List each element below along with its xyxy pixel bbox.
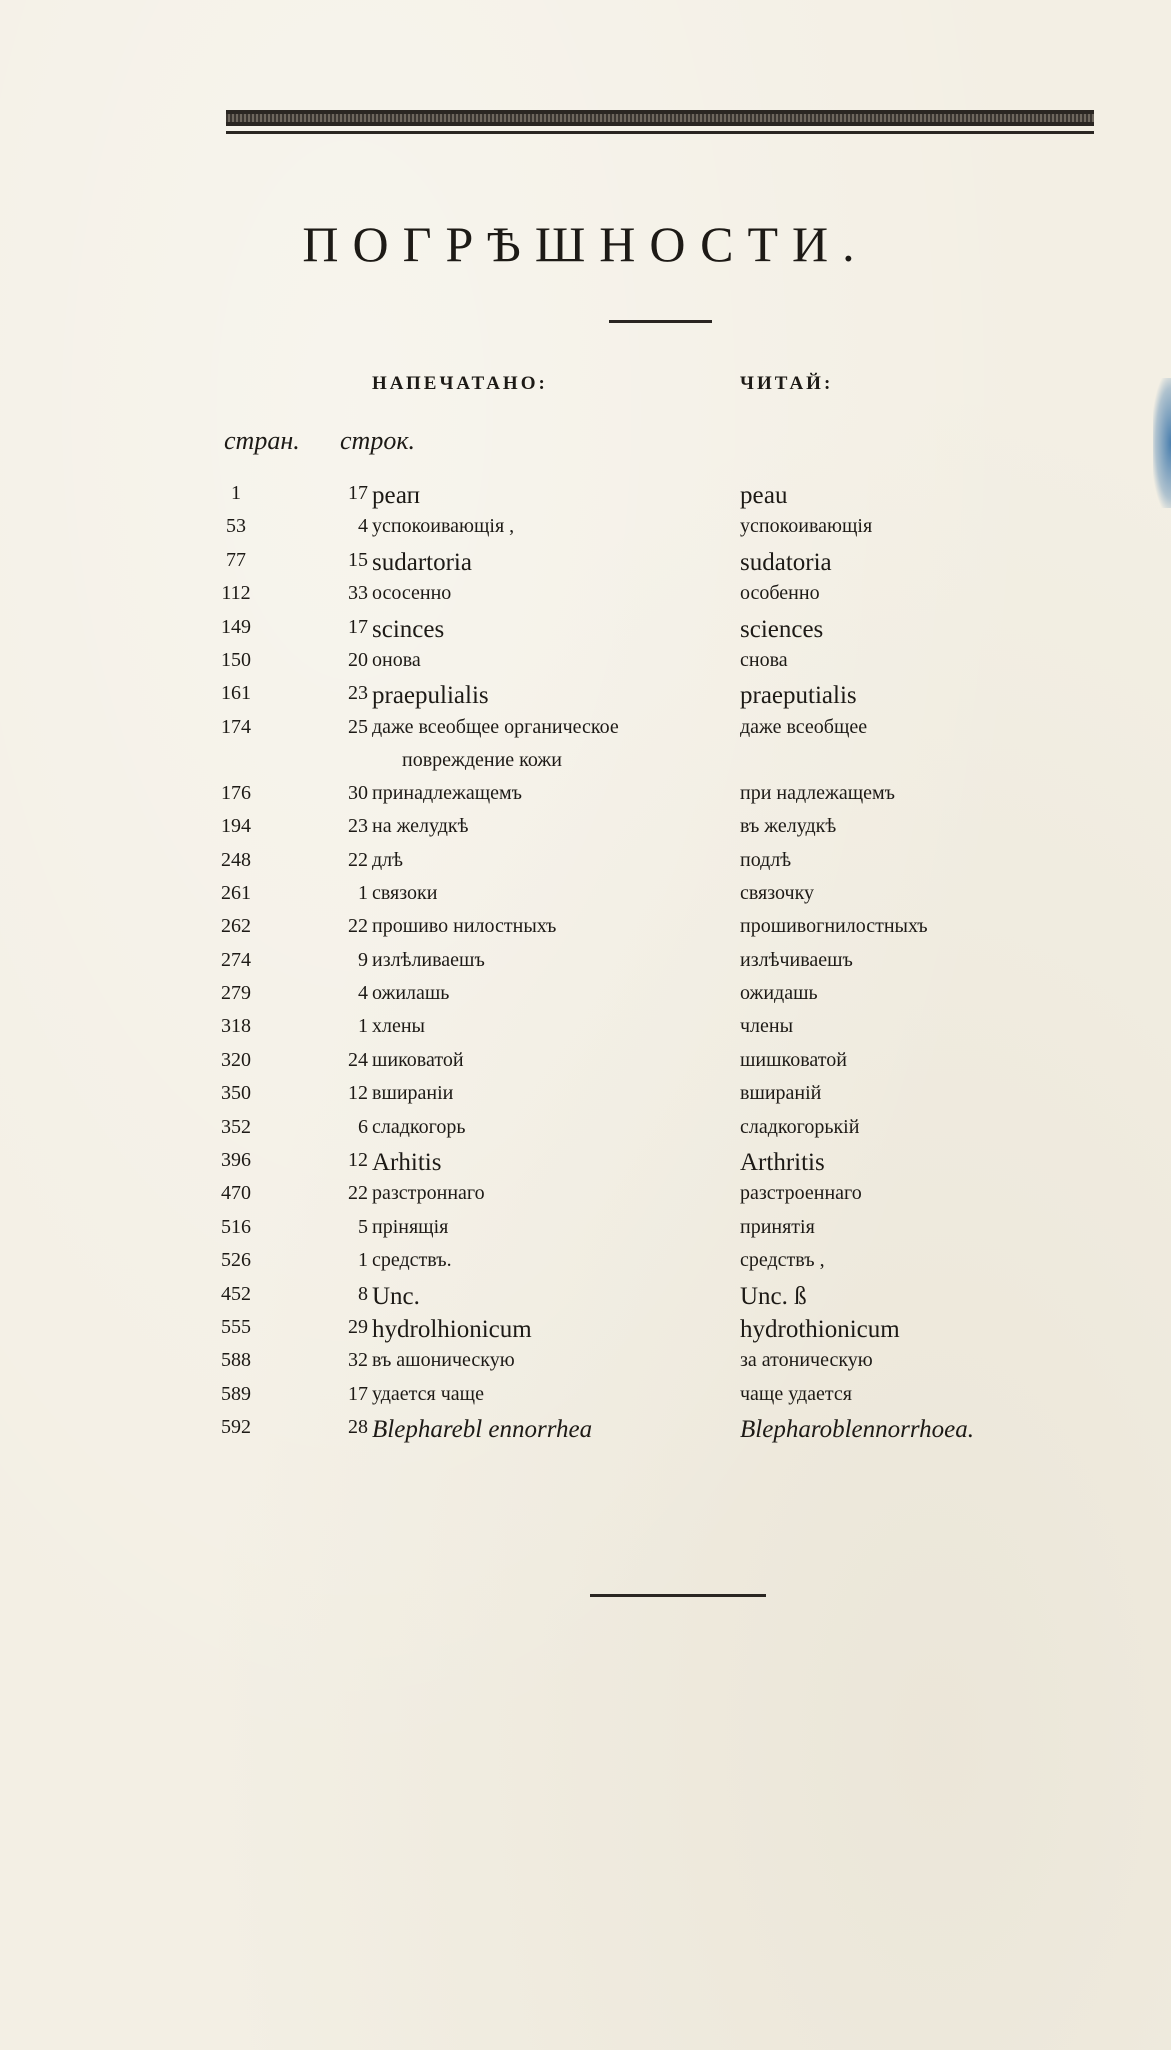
page-number: 318	[221, 1015, 251, 1038]
corrected-text: члены	[740, 1015, 794, 1038]
line-column-header: строк.	[340, 426, 415, 455]
line-number: 29	[348, 1315, 368, 1338]
corrected-text: подлѣ	[740, 848, 792, 871]
corrected-text: hydrothionicum	[740, 1315, 900, 1343]
errata-row	[0, 682, 1171, 715]
page-number: 555	[221, 1315, 251, 1338]
line-number: 28	[348, 1416, 368, 1439]
printed-text: вшираніи	[372, 1082, 454, 1105]
line-number: 8	[358, 1282, 368, 1305]
printed-text: hydrolhionicum	[372, 1315, 532, 1343]
corrected-text: Unc. ß	[740, 1282, 807, 1310]
errata-row	[0, 1316, 1171, 1349]
printed-text: въ ашоническую	[372, 1349, 515, 1372]
line-number: 22	[348, 1182, 368, 1205]
line-number: 33	[348, 582, 368, 605]
corrected-text: при надлежащемъ	[740, 781, 895, 804]
page-number: 352	[221, 1115, 251, 1138]
page-number: 592	[221, 1416, 251, 1439]
printed-text: Unc.	[372, 1282, 420, 1310]
errata-row	[0, 1416, 1171, 1449]
errata-row	[0, 549, 1171, 582]
printed-text: praepulialis	[372, 682, 489, 710]
errata-table	[0, 482, 1171, 1450]
line-number: 25	[348, 715, 368, 738]
page-number: 248	[221, 848, 251, 871]
errata-row	[0, 882, 1171, 915]
corrected-text: средствъ ,	[740, 1249, 825, 1272]
printed-text: sudartoria	[372, 548, 472, 576]
line-number: 17	[348, 1382, 368, 1405]
title-underline	[609, 320, 712, 323]
printed-text: даже всеобщее органическое	[372, 715, 619, 738]
page-number: 274	[221, 948, 251, 971]
page-number: 174	[221, 715, 251, 738]
line-number: 1	[358, 881, 368, 904]
line-number: 30	[348, 781, 368, 804]
errata-row	[0, 915, 1171, 948]
errata-row	[0, 1149, 1171, 1182]
errata-row	[0, 649, 1171, 682]
line-number: 24	[348, 1048, 368, 1071]
errata-row	[0, 515, 1171, 548]
line-number: 17	[348, 482, 368, 504]
page-number: 53	[226, 515, 246, 538]
line-number: 12	[348, 1082, 368, 1105]
corrected-text: praeputialis	[740, 682, 857, 710]
errata-row	[0, 1182, 1171, 1215]
corrected-text: принятія	[740, 1215, 815, 1238]
printed-text: реап	[372, 482, 421, 509]
printed-text: ожилашь	[372, 982, 450, 1005]
page-number: 589	[221, 1382, 251, 1405]
corrected-text: сладкогорькій	[740, 1115, 860, 1138]
printed-text: связоки	[372, 881, 438, 904]
page-number: 262	[221, 915, 251, 938]
printed-text: разстроннаго	[372, 1182, 485, 1205]
line-number: 20	[348, 648, 368, 671]
page-number: 588	[221, 1349, 251, 1372]
corrected-text: успокоивающія	[740, 515, 873, 538]
printed-text: сладкогорь	[372, 1115, 466, 1138]
corrected-text: разстроеннаго	[740, 1182, 862, 1205]
top-ornamental-rule	[226, 110, 1094, 126]
page-number: 396	[221, 1149, 251, 1172]
errata-row	[0, 1383, 1171, 1416]
page-number: 194	[221, 815, 251, 838]
corrected-text: въ желудкѣ	[740, 815, 837, 838]
errata-row	[0, 849, 1171, 882]
printed-text: Arhitis	[372, 1149, 442, 1177]
page-number: 279	[221, 982, 251, 1005]
page-number: 150	[221, 648, 251, 671]
corrected-text: связочку	[740, 881, 815, 904]
printed-text: средствъ.	[372, 1249, 452, 1272]
errata-row	[0, 815, 1171, 848]
errata-row	[0, 1082, 1171, 1115]
corrected-text: даже всеобщее	[740, 715, 868, 738]
printed-text: Blepharebl ennorrhea	[372, 1416, 593, 1444]
errata-row	[0, 982, 1171, 1015]
printed-text-continuation: повреждение кожи	[402, 748, 562, 771]
line-number: 22	[348, 915, 368, 938]
line-number: 32	[348, 1349, 368, 1372]
page-number: 452	[221, 1282, 251, 1305]
corrected-text: снова	[740, 648, 788, 671]
errata-row	[0, 1049, 1171, 1082]
page-number: 470	[221, 1182, 251, 1205]
errata-row	[0, 1283, 1171, 1316]
corrected-text: реаu	[740, 482, 788, 509]
line-number: 23	[348, 682, 368, 705]
page-number: 161	[221, 682, 251, 705]
errata-row	[0, 1116, 1171, 1149]
page-column-header: стран.	[224, 426, 300, 455]
page-number: 261	[221, 881, 251, 904]
page-number: 526	[221, 1249, 251, 1272]
page-number: 1	[231, 482, 241, 504]
printed-text: на желудкѣ	[372, 815, 469, 838]
line-number: 15	[348, 548, 368, 571]
printed-text: хлены	[372, 1015, 425, 1038]
page-number: 149	[221, 615, 251, 638]
bottom-rule	[590, 1594, 766, 1597]
printed-text: успокоивающія ,	[372, 515, 515, 538]
errata-row	[0, 1015, 1171, 1048]
page-number: 112	[221, 582, 251, 605]
errata-row	[0, 1249, 1171, 1282]
printed-text: удается чаще	[372, 1382, 484, 1405]
errata-row	[0, 616, 1171, 649]
corrected-text: шишковатой	[740, 1048, 847, 1071]
corrected-text: прошивогнилостныхъ	[740, 915, 928, 938]
page-number: 516	[221, 1215, 251, 1238]
corrected-text: вшираній	[740, 1082, 822, 1105]
errata-row	[0, 949, 1171, 982]
errata-row	[0, 782, 1171, 815]
corrected-text: sciences	[740, 615, 824, 643]
printed-text: длѣ	[372, 848, 404, 871]
line-number: 23	[348, 815, 368, 838]
errata-row	[0, 582, 1171, 615]
line-number: 6	[358, 1115, 368, 1138]
printed-text: scinces	[372, 615, 445, 643]
errata-row	[0, 482, 1171, 515]
printed-text: онова	[372, 648, 421, 671]
printed-text: излѣливаешъ	[372, 948, 485, 971]
printed-column-header: НАПЕЧАТАНО:	[372, 373, 548, 394]
line-number: 22	[348, 848, 368, 871]
corrected-text: особенно	[740, 582, 820, 605]
page-title: ПОГРѢШНОСТИ.	[302, 216, 869, 272]
printed-text: шиковатой	[372, 1048, 464, 1071]
printed-text: принадлежащемъ	[372, 781, 522, 804]
errata-row	[0, 1349, 1171, 1382]
line-number: 1	[358, 1015, 368, 1038]
corrected-text: Arthritis	[740, 1149, 825, 1177]
line-number: 1	[358, 1249, 368, 1272]
top-thin-rule	[226, 131, 1094, 134]
corrected-text: sudatoria	[740, 548, 832, 576]
errata-row	[0, 1216, 1171, 1249]
line-number: 4	[358, 982, 368, 1005]
line-number: 5	[358, 1215, 368, 1238]
page-number: 77	[226, 548, 246, 571]
corrected-text: Blepharoblennorrhoea.	[740, 1416, 975, 1444]
printed-text: прошиво нилостныхъ	[372, 915, 557, 938]
read-column-header: ЧИТАЙ:	[740, 373, 834, 394]
printed-text: прінящія	[372, 1215, 449, 1238]
corrected-text: за атоническую	[740, 1349, 873, 1372]
page-number: 320	[221, 1048, 251, 1071]
page-number: 350	[221, 1082, 251, 1105]
corrected-text: излѣчиваешъ	[740, 948, 853, 971]
line-number: 12	[348, 1149, 368, 1172]
errata-row	[0, 716, 1171, 782]
printed-text: ососенно	[372, 582, 452, 605]
line-number: 17	[348, 615, 368, 638]
line-number: 4	[358, 515, 368, 538]
page-number: 176	[221, 781, 251, 804]
corrected-text: чаще удается	[740, 1382, 852, 1405]
line-number: 9	[358, 948, 368, 971]
corrected-text: ожидашь	[740, 982, 818, 1005]
